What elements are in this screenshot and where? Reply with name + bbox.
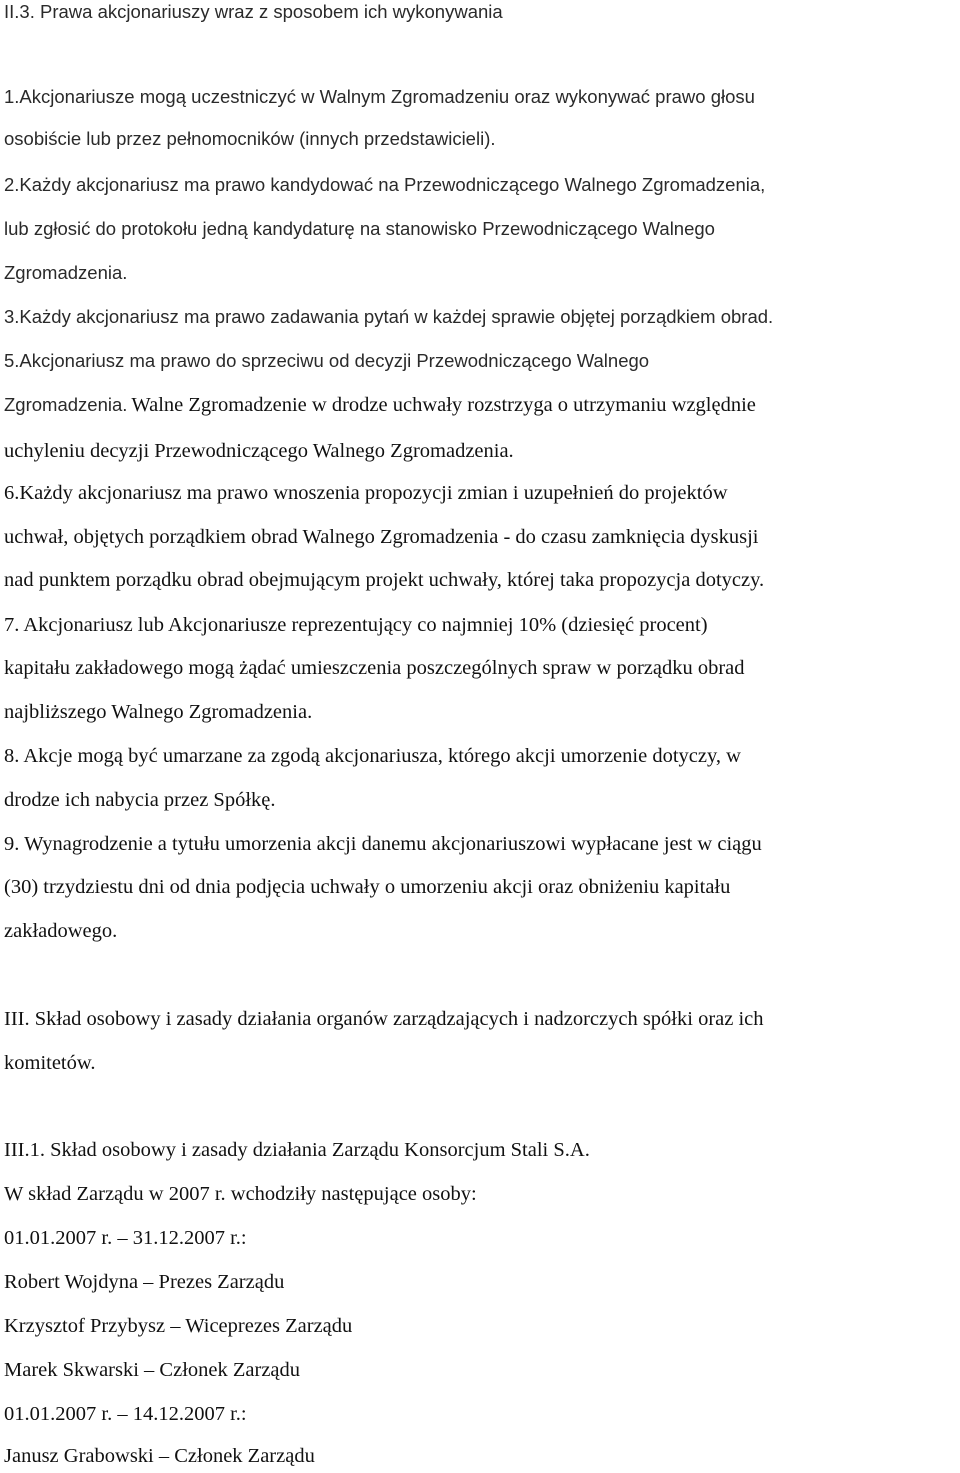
paragraph-line: W skład Zarządu w 2007 r. wchodziły następujące osoby: <box>4 1183 477 1205</box>
paragraph-line: osobiście lub przez pełnomocników (innych przedstawicieli). <box>4 128 496 149</box>
paragraph-line: uchwał, objętych porządkiem obrad Walnego Zgromadzenia - do czasu zamknięcia dyskusji <box>4 526 759 548</box>
board-member: Marek Skwarski – Członek Zarządu <box>4 1359 301 1381</box>
board-member: Krzysztof Przybysz – Wiceprezes Zarządu <box>4 1315 353 1337</box>
paragraph-line: 1.Akcjonariusze mogą uczestniczyć w Walnym Zgromadzeniu oraz wykonywać prawo głosu <box>4 86 755 107</box>
paragraph-line: 7. Akcjonariusz lub Akcjonariusze reprezentujący co najmniej 10% (dziesięć procent) <box>4 614 708 636</box>
paragraph-line: 6.Każdy akcjonariusz ma prawo wnoszenia propozycji zmian i uzupełnień do projektów <box>4 482 728 504</box>
paragraph-line: 3.Każdy akcjonariusz ma prawo zadawania pytań w każdej sprawie objętej porządkiem obrad. <box>4 306 774 327</box>
section-heading: III. Skład osobowy i zasady działania organów zarządzających i nadzorczych spółki oraz ich <box>4 1008 764 1030</box>
board-member: Robert Wojdyna – Prezes Zarządu <box>4 1271 285 1293</box>
section-heading: III.1. Skład osobowy i zasady działania Zarządu Konsorcjum Stali S.A. <box>4 1139 590 1161</box>
paragraph-line: 9. Wynagrodzenie a tytułu umorzenia akcji danemu akcjonariuszowi wypłacane jest w ciągu <box>4 833 762 855</box>
paragraph-line: uchyleniu decyzji Przewodniczącego Walnego Zgromadzenia. <box>4 440 514 462</box>
board-member: Janusz Grabowski – Członek Zarządu <box>4 1445 315 1467</box>
paragraph-line: najbliższego Walnego Zgromadzenia. <box>4 701 313 723</box>
paragraph-line: nad punktem porządku obrad obejmującym projekt uchwały, której taka propozycja dotyczy. <box>4 569 765 591</box>
paragraph-line: 5.Akcjonariusz ma prawo do sprzeciwu od decyzji Przewodniczącego Walnego <box>4 350 650 371</box>
section-heading-continuation: komitetów. <box>4 1052 96 1074</box>
paragraph-line: (30) trzydziestu dni od dnia podjęcia uchwały o umorzeniu akcji oraz obniżeniu kapitału <box>4 876 731 898</box>
paragraph-line: kapitału zakładowego mogą żądać umieszczenia poszczególnych spraw w porządku obrad <box>4 657 745 679</box>
paragraph-line: 2.Każdy akcjonariusz ma prawo kandydować na Przewodniczącego Walnego Zgromadzenia, <box>4 174 766 195</box>
date-range: 01.01.2007 r. – 31.12.2007 r.: <box>4 1227 247 1249</box>
paragraph-line: drodze ich nabycia przez Spółkę. <box>4 789 276 811</box>
paragraph-line: Zgromadzenia. <box>4 262 128 283</box>
paragraph-line: Walne Zgromadzenie w drodze uchwały rozstrzyga o utrzymaniu względnie <box>131 394 756 416</box>
section-heading: II.3. Prawa akcjonariuszy wraz z sposobem ich wykonywania <box>4 1 503 22</box>
paragraph-line: lub zgłosić do protokołu jedną kandydaturę na stanowisko Przewodniczącego Walnego <box>4 218 715 239</box>
date-range: 01.01.2007 r. – 14.12.2007 r.: <box>4 1403 247 1425</box>
paragraph-line-mixed <box>4 390 756 420</box>
paragraph-line: Zgromadzenia. <box>4 394 128 415</box>
paragraph-line: zakładowego. <box>4 920 118 942</box>
paragraph-line: 8. Akcje mogą być umarzane za zgodą akcjonariusza, którego akcji umorzenie dotyczy, w <box>4 745 741 767</box>
document-page <box>4 0 954 1473</box>
